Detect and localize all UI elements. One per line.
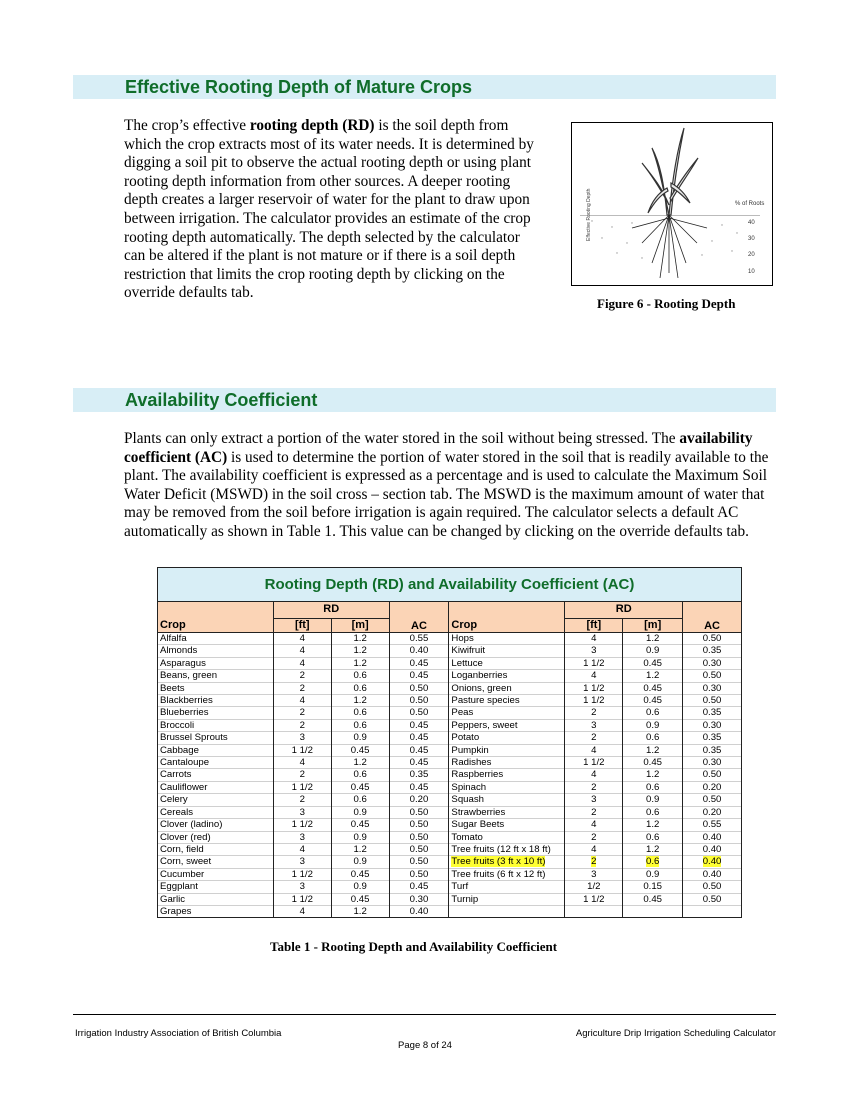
table-cell: Beets xyxy=(158,682,274,694)
table-cell: 0.50 xyxy=(389,843,449,855)
table-cell: 0.20 xyxy=(389,794,449,806)
table-cell: 0.15 xyxy=(623,881,683,893)
table-cell: Eggplant xyxy=(158,881,274,893)
legend-value: 40 xyxy=(748,220,755,226)
table-cell: 0.35 xyxy=(683,707,742,719)
table-cell: Corn, sweet xyxy=(158,856,274,868)
table-cell: 0.40 xyxy=(683,868,742,880)
table-row xyxy=(158,856,742,868)
table-cell: Cereals xyxy=(158,806,274,818)
table-row xyxy=(158,881,742,893)
table-cell: 1.2 xyxy=(331,843,389,855)
table-row xyxy=(158,831,742,843)
table-row xyxy=(158,893,742,905)
table-cell: 0.35 xyxy=(683,744,742,756)
footer-right: Agriculture Drip Irrigation Scheduling Calculator xyxy=(575,1028,776,1039)
table-cell: 0.45 xyxy=(389,719,449,731)
table-cell: 4 xyxy=(565,819,623,831)
m-header: [m] xyxy=(623,619,683,633)
table-cell xyxy=(623,905,683,917)
table-cell: Clover (red) xyxy=(158,831,274,843)
ft-header: [ft] xyxy=(565,619,623,633)
table-cell: 0.30 xyxy=(683,719,742,731)
table-cell: 0.50 xyxy=(389,682,449,694)
table-row xyxy=(158,645,742,657)
table-cell: 0.35 xyxy=(683,732,742,744)
table-cell: 0.50 xyxy=(389,707,449,719)
table-cell: Cauliflower xyxy=(158,781,274,793)
table-cell: Peas xyxy=(449,707,565,719)
table-cell: 1 1/2 xyxy=(273,744,331,756)
table-cell: 3 xyxy=(273,806,331,818)
table-cell: Radishes xyxy=(449,757,565,769)
table-cell: 0.45 xyxy=(623,893,683,905)
table-cell: 0.9 xyxy=(623,868,683,880)
legend-value: 30 xyxy=(748,236,755,242)
table-cell: Corn, field xyxy=(158,843,274,855)
table-cell: 4 xyxy=(565,633,623,645)
table-cell: Grapes xyxy=(158,905,274,917)
table-cell: 3 xyxy=(565,794,623,806)
table-cell: Peppers, sweet xyxy=(449,719,565,731)
ac-header: AC xyxy=(683,602,742,633)
table-cell: 0.40 xyxy=(389,645,449,657)
table-cell: 0.45 xyxy=(331,744,389,756)
rooting-depth-table xyxy=(157,567,742,918)
table-cell: 0.35 xyxy=(389,769,449,781)
rooting-paragraph: The crop’s effective rooting depth (RD) is the soil depth from which the crop extracts most of its water needs. It is determined by digging a soil pit to observe the actual rooting depth or using plant rooting depth information from other sources. A deeper rooting depth creates a larger reservoir of water for the plant to draw upon between irrigation. The calculator provides an estimate of the crop rooting depth automatically. The depth selected by the calculator can be altered if the plant is not mature or if there is a soil depth restriction that limits the crop rooting depth by clicking on the override defaults tab. xyxy=(124,117,534,302)
table-cell: 0.50 xyxy=(683,670,742,682)
table-cell: Tree fruits (12 ft x 18 ft) xyxy=(449,843,565,855)
table-cell: Pasture species xyxy=(449,695,565,707)
table-cell: 0.45 xyxy=(623,682,683,694)
table-row xyxy=(158,670,742,682)
table-cell: 0.45 xyxy=(623,657,683,669)
table-cell: 0.45 xyxy=(331,819,389,831)
table-cell: 0.6 xyxy=(331,794,389,806)
table-cell: 1 1/2 xyxy=(273,781,331,793)
legend-value: 20 xyxy=(748,252,755,258)
table-cell: 3 xyxy=(565,719,623,731)
table-cell: 4 xyxy=(565,769,623,781)
table-cell: 0.6 xyxy=(623,707,683,719)
table-row xyxy=(158,707,742,719)
table-cell: 2 xyxy=(565,707,623,719)
table-cell: Pumpkin xyxy=(449,744,565,756)
table-cell: 0.9 xyxy=(331,881,389,893)
table-cell: 0.50 xyxy=(389,856,449,868)
table-row xyxy=(158,794,742,806)
table-cell xyxy=(683,905,742,917)
table-cell xyxy=(449,905,565,917)
table-cell: 1 1/2 xyxy=(565,682,623,694)
table-cell: 0.40 xyxy=(683,856,742,868)
table-cell: 0.50 xyxy=(389,868,449,880)
table-cell: 0.45 xyxy=(389,881,449,893)
table-cell: 0.40 xyxy=(389,905,449,917)
table-cell: Asparagus xyxy=(158,657,274,669)
table-cell: 3 xyxy=(273,856,331,868)
table-cell: 0.45 xyxy=(389,670,449,682)
table-cell: 0.6 xyxy=(331,719,389,731)
table-cell: 1 1/2 xyxy=(565,695,623,707)
table-cell: 2 xyxy=(565,732,623,744)
table-cell: 4 xyxy=(273,905,331,917)
table-cell: Clover (ladino) xyxy=(158,819,274,831)
table-cell: 0.6 xyxy=(623,806,683,818)
table-cell: 2 xyxy=(565,781,623,793)
table-cell: 0.6 xyxy=(623,831,683,843)
table-cell: 0.30 xyxy=(389,893,449,905)
table-cell: Squash xyxy=(449,794,565,806)
table-cell: Broccoli xyxy=(158,719,274,731)
table-row xyxy=(158,719,742,731)
table-cell: 0.55 xyxy=(683,819,742,831)
table-cell: 4 xyxy=(565,843,623,855)
table-cell: Kiwifruit xyxy=(449,645,565,657)
table-cell: 0.30 xyxy=(683,757,742,769)
table-cell: 2 xyxy=(273,682,331,694)
table-cell: 4 xyxy=(273,757,331,769)
table-cell: 0.45 xyxy=(389,781,449,793)
m-header: [m] xyxy=(331,619,389,633)
table-cell: Loganberries xyxy=(449,670,565,682)
table-cell: 1.2 xyxy=(623,769,683,781)
ft-header: [ft] xyxy=(273,619,331,633)
table-cell: Spinach xyxy=(449,781,565,793)
table-cell: 0.45 xyxy=(331,893,389,905)
table-cell: Turnip xyxy=(449,893,565,905)
table-cell: 4 xyxy=(565,744,623,756)
table-cell: 0.45 xyxy=(389,744,449,756)
ac-header: AC xyxy=(389,602,449,633)
table-cell: 2 xyxy=(273,794,331,806)
table-cell: 0.50 xyxy=(389,806,449,818)
table-cell: Garlic xyxy=(158,893,274,905)
table-cell: 1 1/2 xyxy=(565,893,623,905)
table-row xyxy=(158,744,742,756)
table-cell: Beans, green xyxy=(158,670,274,682)
table-cell: 0.45 xyxy=(623,757,683,769)
table-cell: 0.35 xyxy=(683,645,742,657)
table-cell: 1.2 xyxy=(331,633,389,645)
table-cell: Strawberries xyxy=(449,806,565,818)
table-row xyxy=(158,757,742,769)
table-cell: Lettuce xyxy=(449,657,565,669)
table-row xyxy=(158,843,742,855)
table-cell: Raspberries xyxy=(449,769,565,781)
section-title: Availability Coefficient xyxy=(125,390,318,410)
table-cell: 4 xyxy=(273,695,331,707)
table-cell: Almonds xyxy=(158,645,274,657)
table-cell: 4 xyxy=(273,843,331,855)
table-cell: 0.45 xyxy=(389,757,449,769)
table-cell: 1 1/2 xyxy=(273,893,331,905)
table-cell: Blueberries xyxy=(158,707,274,719)
table-cell: 1 1/2 xyxy=(565,757,623,769)
table-body xyxy=(158,633,742,918)
crop-header: Crop xyxy=(449,619,565,633)
table-row xyxy=(158,633,742,645)
table-cell: 1/2 xyxy=(565,881,623,893)
table-row xyxy=(158,781,742,793)
table-row xyxy=(158,905,742,917)
table-cell: 0.50 xyxy=(389,695,449,707)
table-cell: Cucumber xyxy=(158,868,274,880)
table-cell: 2 xyxy=(565,831,623,843)
table-cell: 0.50 xyxy=(389,819,449,831)
table-cell: 3 xyxy=(273,881,331,893)
table-cell: 1.2 xyxy=(331,657,389,669)
table-cell: Tomato xyxy=(449,831,565,843)
table-cell: Turf xyxy=(449,881,565,893)
table-cell xyxy=(565,905,623,917)
table-row xyxy=(158,868,742,880)
page-number: Page 8 of 24 xyxy=(398,1040,452,1051)
table-cell: 0.6 xyxy=(331,682,389,694)
table-cell: 0.50 xyxy=(683,893,742,905)
table-cell: Celery xyxy=(158,794,274,806)
table-row xyxy=(158,695,742,707)
table-cell: 0.6 xyxy=(331,707,389,719)
table-cell: 0.9 xyxy=(623,794,683,806)
table-row xyxy=(158,806,742,818)
table-cell: Cantaloupe xyxy=(158,757,274,769)
table-cell: 0.9 xyxy=(331,856,389,868)
table-cell: 0.50 xyxy=(683,881,742,893)
table-cell: 4 xyxy=(273,657,331,669)
table-cell: 0.50 xyxy=(389,831,449,843)
table-cell: Cabbage xyxy=(158,744,274,756)
table-cell: 1 1/2 xyxy=(273,819,331,831)
table-caption: Table 1 - Rooting Depth and Availability Coefficient xyxy=(270,939,558,954)
table-cell: Hops xyxy=(449,633,565,645)
table-cell: 1 1/2 xyxy=(565,657,623,669)
table-cell: 4 xyxy=(565,670,623,682)
table-cell: 0.45 xyxy=(623,695,683,707)
footer-left: Irrigation Industry Association of British Columbia xyxy=(75,1028,282,1039)
table-cell: 0.40 xyxy=(683,831,742,843)
table-cell: 0.6 xyxy=(623,781,683,793)
table-cell: 0.45 xyxy=(331,868,389,880)
table-cell: 1 1/2 xyxy=(273,868,331,880)
table-cell: 3 xyxy=(273,831,331,843)
table-cell: 0.50 xyxy=(683,769,742,781)
table-cell: 0.50 xyxy=(683,794,742,806)
table-cell: 0.9 xyxy=(331,831,389,843)
table-cell: Brussel Sprouts xyxy=(158,732,274,744)
table-cell: 1.2 xyxy=(623,670,683,682)
table-cell: 0.9 xyxy=(331,806,389,818)
table-cell: 0.9 xyxy=(623,645,683,657)
table-cell: Sugar Beets xyxy=(449,819,565,831)
table-cell: 1.2 xyxy=(623,633,683,645)
table-cell: 0.6 xyxy=(331,769,389,781)
section-header-rooting xyxy=(73,75,776,99)
table-title: Rooting Depth (RD) and Availability Coefficient (AC) xyxy=(158,568,742,602)
legend-value: 10 xyxy=(748,269,755,275)
table-cell: Potato xyxy=(449,732,565,744)
table-cell: Tree fruits (3 ft x 10 ft) xyxy=(449,856,565,868)
side-label: Effective Rooting Depth xyxy=(586,188,592,241)
table-cell: 0.30 xyxy=(683,682,742,694)
figure-caption: Figure 6 - Rooting Depth xyxy=(597,296,736,311)
plant-roots-illustration xyxy=(572,123,772,285)
legend-title: % of Roots xyxy=(735,201,765,207)
footer-divider xyxy=(73,1014,776,1015)
table-cell: 0.9 xyxy=(623,719,683,731)
rd-header: RD xyxy=(273,602,389,619)
table-cell: 0.6 xyxy=(331,670,389,682)
table-cell: Carrots xyxy=(158,769,274,781)
table-row xyxy=(158,657,742,669)
table-cell: 0.45 xyxy=(331,781,389,793)
table-row xyxy=(158,769,742,781)
table-cell: 0.20 xyxy=(683,781,742,793)
table-cell: 0.20 xyxy=(683,806,742,818)
table-cell: Onions, green xyxy=(449,682,565,694)
table-cell: 3 xyxy=(565,868,623,880)
table-cell: 2 xyxy=(273,769,331,781)
table-cell: 1.2 xyxy=(331,645,389,657)
table-cell: 2 xyxy=(565,856,623,868)
table-cell: 4 xyxy=(273,633,331,645)
table-cell: 2 xyxy=(273,670,331,682)
table-cell: Alfalfa xyxy=(158,633,274,645)
table-cell: 2 xyxy=(273,707,331,719)
table-cell: 1.2 xyxy=(331,757,389,769)
table-cell: 0.6 xyxy=(623,732,683,744)
table-row xyxy=(158,682,742,694)
table-cell: 0.45 xyxy=(389,732,449,744)
table-cell: Tree fruits (6 ft x 12 ft) xyxy=(449,868,565,880)
table-cell: 3 xyxy=(565,645,623,657)
table-cell: 0.55 xyxy=(389,633,449,645)
table-cell: 0.9 xyxy=(331,732,389,744)
table-cell: 0.50 xyxy=(683,695,742,707)
table-cell: 1.2 xyxy=(623,843,683,855)
rd-header: RD xyxy=(565,602,683,619)
table-cell: 4 xyxy=(273,645,331,657)
table-cell: 2 xyxy=(273,719,331,731)
table-cell: 0.40 xyxy=(683,843,742,855)
table-cell: 1.2 xyxy=(623,819,683,831)
table-cell: 2 xyxy=(565,806,623,818)
crop-header: Crop xyxy=(158,619,274,633)
availability-paragraph: Plants can only extract a portion of the water stored in the soil without being stressed. The availability coefficient (AC) is used to determine the portion of water stored in the soil that is readily available to the plant. The availability coefficient is expressed as a percentage and is used to calculate the Maximum Soil Water Deficit (MSWD) in the soil cross – section tab. The MSWD is the maximum amount of water that may be removed from the soil before irrigation is again required. The calculator selects a default AC automatically as shown in Table 1. This value can be changed by clicking on the override defaults tab. xyxy=(124,430,769,540)
section-title: Effective Rooting Depth of Mature Crops xyxy=(125,77,473,97)
table-row xyxy=(158,819,742,831)
table-cell: Blackberries xyxy=(158,695,274,707)
table-cell: 1.2 xyxy=(623,744,683,756)
table-cell: 0.50 xyxy=(683,633,742,645)
rooting-depth-figure xyxy=(571,122,773,286)
section-header-availability xyxy=(73,388,776,412)
table-cell: 1.2 xyxy=(331,905,389,917)
table-cell: 3 xyxy=(273,732,331,744)
table-row xyxy=(158,732,742,744)
table-cell: 0.30 xyxy=(683,657,742,669)
table-cell: 1.2 xyxy=(331,695,389,707)
table-cell: 0.45 xyxy=(389,657,449,669)
table-cell: 0.6 xyxy=(623,856,683,868)
